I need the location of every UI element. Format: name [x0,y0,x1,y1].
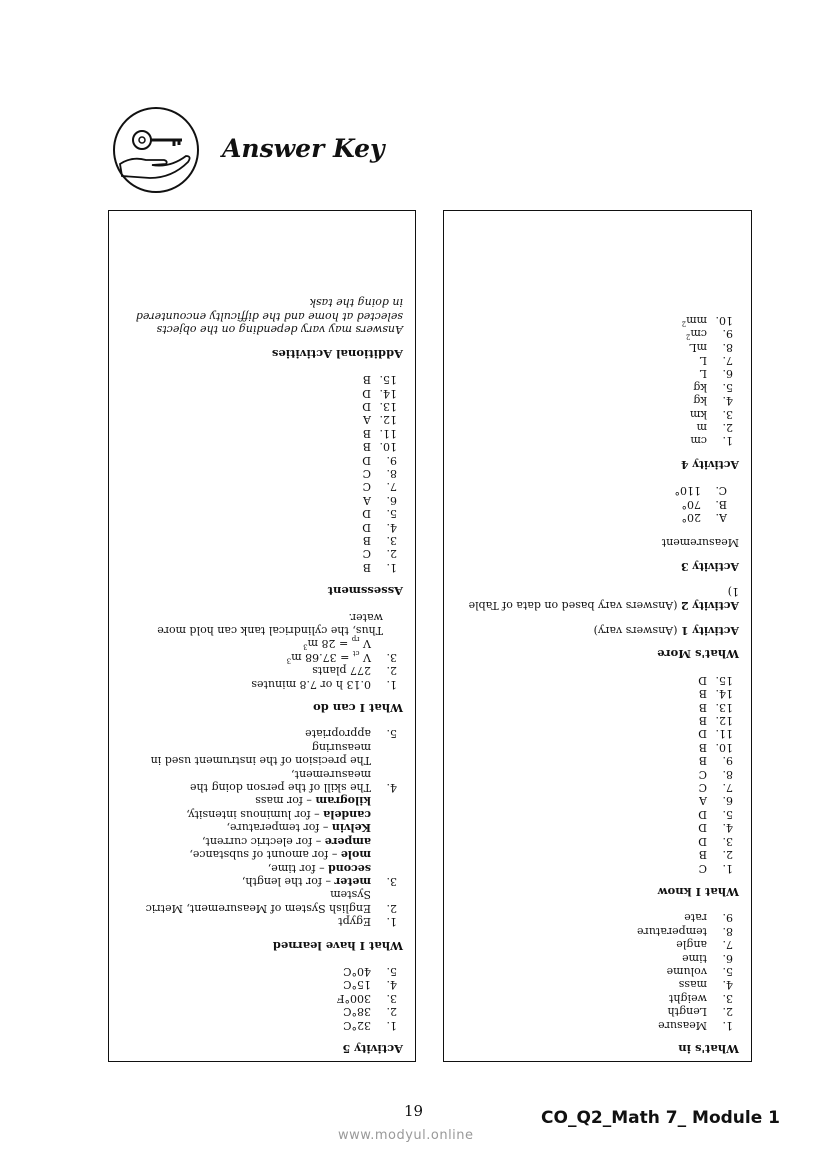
section-heading: What I know [657,884,739,899]
watermark: www.modyul.online [338,1128,474,1143]
section-heading: Additional Activities [271,346,403,361]
section-heading: What's More [657,647,739,662]
section-heading: What I can do [313,701,403,716]
list-learned: 1. Egypt 2. English System of Measurement, Metric System 3. meter – for the length, second – for time, mole – for amount of substance, ampere – for electric current, Kelvin – for temperature, candela – for luminous intensity, kilogram – for mass 4. The skill of the person doing the measurement, The precision of the instrument used in measuring 5. appropriate [145,727,397,929]
list-activity4: 1. cm 2. m 3. km 4. kg 5. kg 6. L 7. L 8. mL 9. $cm^2$ 10. $mm^2$ [681,313,733,448]
list-assessment: 1. B 2. C 3. B 4. D 5. D 6. A 7. C 8. C 9. D 10. B 11. B 12. A 13. D 14. D 15. B [362,373,397,574]
activity3-text: Measurement [661,536,739,550]
list-know: 1. C 2. B 3. D 4. D 5. D 6. A 7. C 8. C 9. B 10. B 11. D 12. B 13. B 14. B 15. D [698,673,733,875]
key-in-hand-icon [112,106,200,194]
list-whatsin: 1. Measure 2. Length 3. weight 4. mass 5. volume 6. time 7. angle 8. temperature 9. rate [636,911,733,1032]
activity2-line: Activity 2 (Answers vary based on data of Table 1) [468,585,739,612]
additional-text: Answers may vary depending on the objects selected at home and the difficulty encountered in doing the task [135,296,403,337]
answer-box-right [443,210,752,1062]
section-heading: Activity 5 [342,1042,403,1056]
section-heading: What I have learned [272,938,403,953]
list-activity3: A. 20° B. 70° C. 110° [674,484,727,524]
activity3-heading: Activity 3 [680,559,739,573]
list-activity5: 1. 32°C 2. 38°C 3. 300°F 4. 15°C 5. 40°C [336,964,397,1032]
section-heading: Assessment [327,584,403,599]
activity1-line: Activity 1 (Answers vary) [593,624,739,638]
list-cando: 1. 0.13 h or 7.8 minutes 2. 277 plants 3. V $_{ct}$ = 37.68 $m^3$ V $_{rp}$ = 28 $m^3$ Thus, the cylindrical tank can hold more water. [157,610,397,691]
section-heading: What's in [678,1042,739,1056]
page-title: Answer Key [222,134,385,163]
module-code: CO_Q2_Math 7_ Module 1 [541,1108,780,1128]
activity4-heading: Activity 4 [680,457,739,471]
page-number: 19 [404,1102,424,1120]
answer-box-left [108,210,416,1062]
